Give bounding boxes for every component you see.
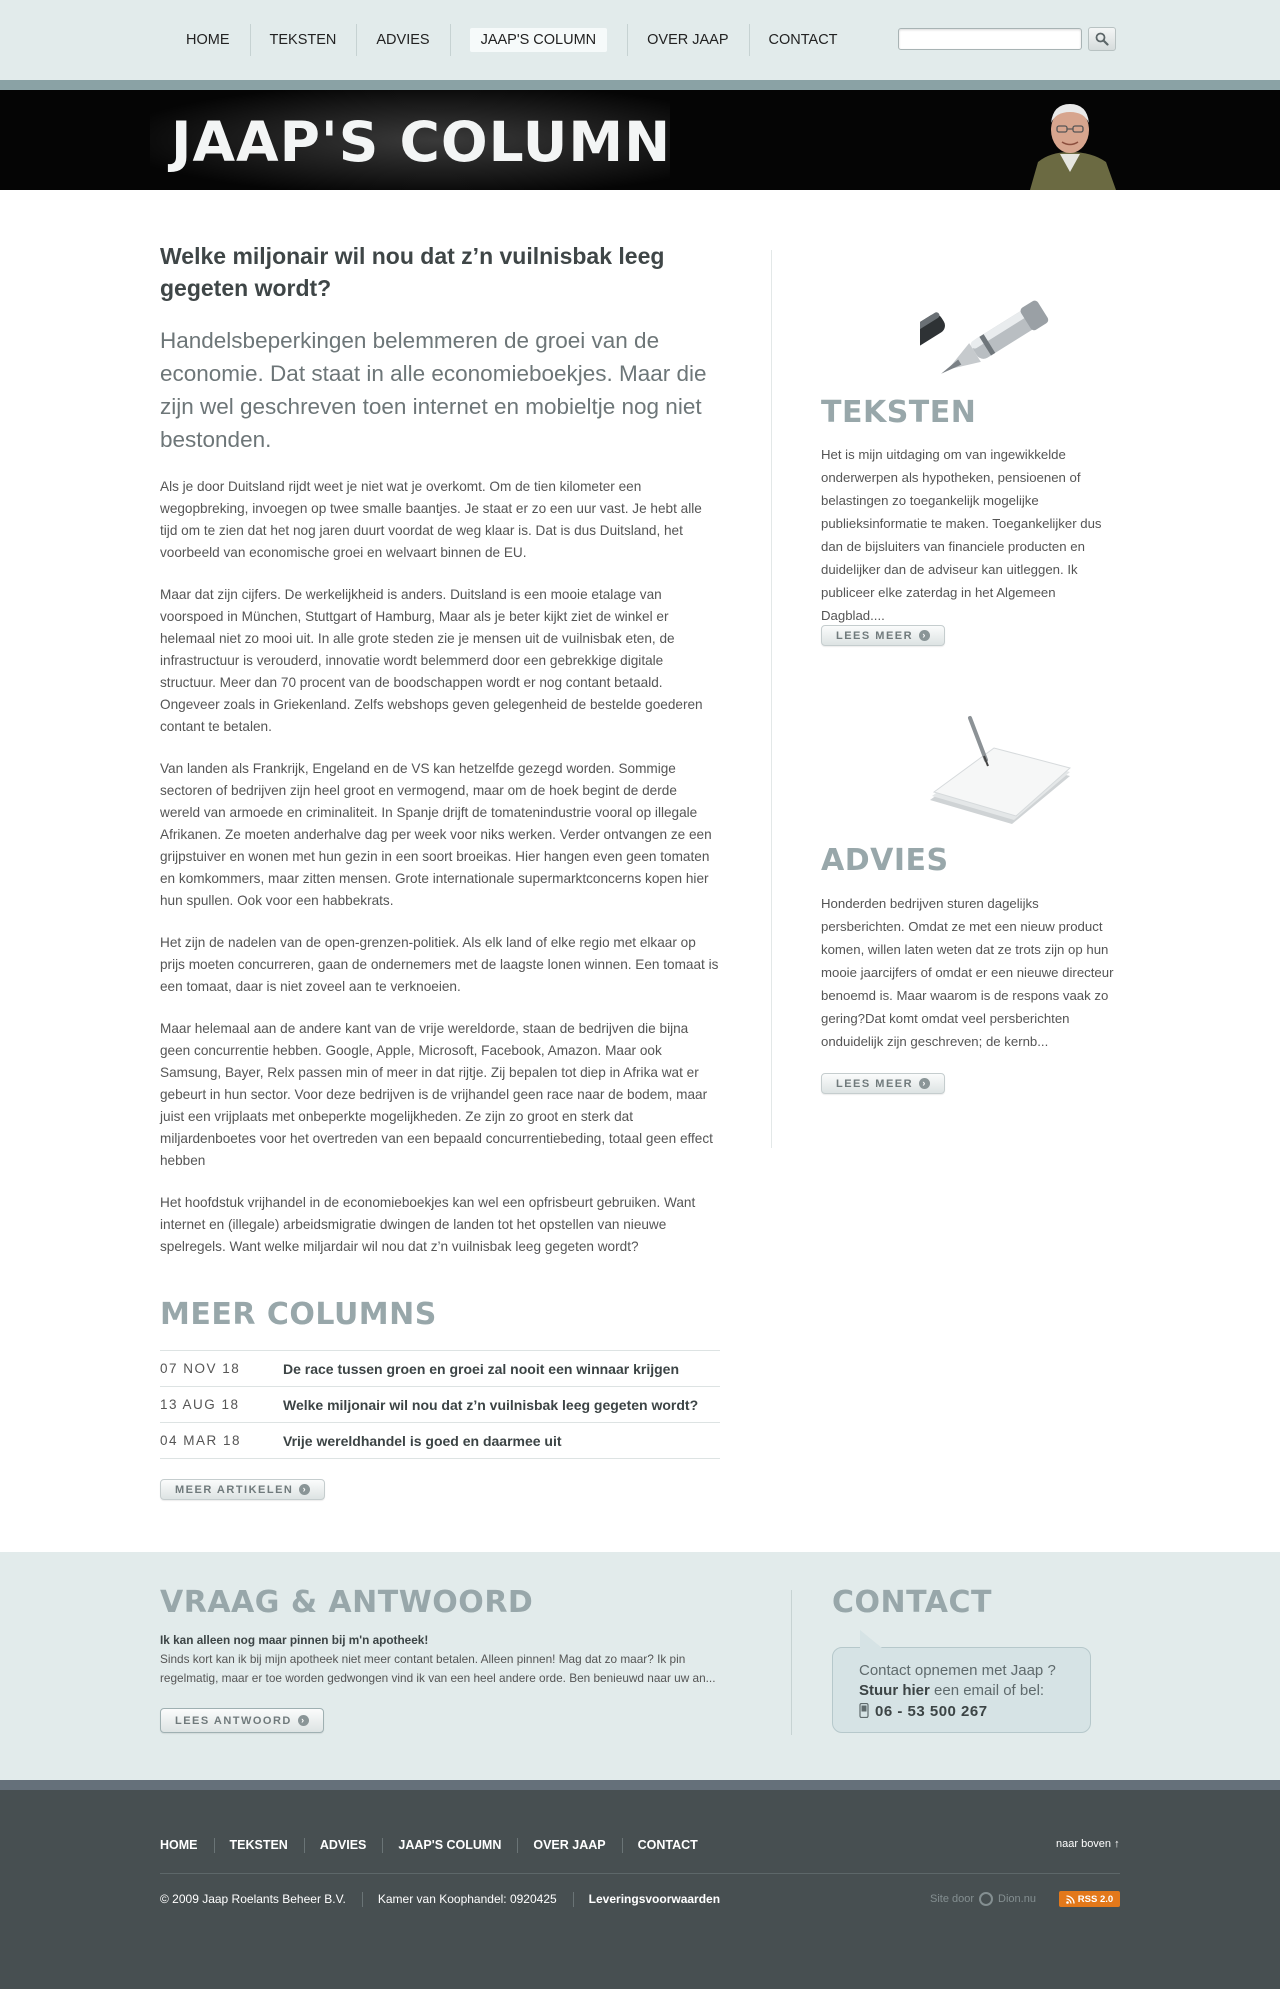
- teksten-text: Het is mijn uitdaging om van ingewikkelde onderwerpen als hypotheken, pensioenen of belastingen zo toegankelijk mogelijke publieksinformatie te maken. Toegankelijker dus dan de bijsluiters van financiele producten en duidelijker dan de adviseur kan uitleggen. Ik publiceer elke zaterdag in het Algemeen Dagblad....: [821, 447, 1102, 623]
- footer-divider: [160, 1873, 1120, 1874]
- bubble-tail: [860, 1630, 882, 1648]
- article-paragraph: Van landen als Frankrijk, Engeland en de VS kan hetzelfde gezegd worden. Sommige sectoren of bedrijven zijn heel groot en vermogend, maar om de hoek begint de derde wereld van armoede en criminaliteit. In Spanje drijft de tomatenindustrie vooral op illegale Afrikanen. Ze moeten anderhalve dag per week voor niks werken. Verder ontvangen ze een grijpstuiver en wonen met hun gezin in een soort broeikas. Hier hangen even geen tomaten en komkommers, maar zitten mensen. Grote internationale supermarktconcerns kopen hier hun spullen. Ook voor een habbekrats.: [160, 761, 712, 908]
- contact-prompt: Contact opnemen met Jaap ?: [859, 1662, 1056, 1679]
- sidebar-divider: [771, 250, 772, 1148]
- arrow-right-icon: ›: [299, 1484, 310, 1495]
- terms-link[interactable]: Leveringsvoorwaarden: [573, 1892, 736, 1906]
- more-articles-button[interactable]: [160, 1479, 325, 1500]
- nav-item-teksten[interactable]: TEKSTEN: [250, 27, 357, 53]
- copyright: © 2009 Jaap Roelants Beheer B.V.: [160, 1892, 346, 1906]
- article-paragraph: Het zijn de nadelen van de open-grenzen-politiek. Als elk land of elke regio met elkaar op prijs moeten concurreren, gaan de ondernemers met de laagste lonen winnen. Een tomaat is een tomaat, daar is niet zoveel aan te verknoeien.: [160, 935, 719, 994]
- search-input[interactable]: [898, 28, 1082, 50]
- column-link[interactable]: De race tussen groen en groei zal nooit een winnaar krijgen: [283, 1360, 679, 1377]
- qa-title: VRAAG & ANTWOORD: [160, 1585, 534, 1620]
- nav-divider: [0, 80, 1280, 90]
- fountain-pen-icon: [920, 268, 1100, 403]
- site-credit-name: Dion.nu: [998, 1893, 1036, 1905]
- more-columns-title: MEER COLUMNS: [160, 1297, 437, 1332]
- column-date: 13 AUG 18: [160, 1397, 240, 1412]
- contact-phone: [859, 1703, 988, 1720]
- read-answer-button[interactable]: [160, 1708, 324, 1733]
- contact-title: CONTACT: [832, 1585, 992, 1620]
- footer-link-jaaps-column[interactable]: JAAP'S COLUMN: [382, 1838, 517, 1852]
- footer-top-border: [0, 1780, 1280, 1790]
- nav-item-over-jaap[interactable]: OVER JAAP: [627, 27, 748, 53]
- arrow-right-icon: ›: [919, 1078, 930, 1089]
- arrow-right-icon: ›: [298, 1715, 309, 1726]
- footer-link-home[interactable]: HOME: [160, 1838, 198, 1852]
- list-item: [160, 1351, 720, 1387]
- teksten-read-more-button[interactable]: [821, 625, 945, 646]
- rss-icon: [1066, 1895, 1075, 1904]
- arrow-right-icon: ›: [919, 630, 930, 641]
- teksten-title: TEKSTEN: [821, 395, 977, 430]
- column-date: 04 MAR 18: [160, 1433, 242, 1448]
- page-title: JAAP'S COLUMN: [171, 110, 672, 174]
- contact-email-line: [859, 1682, 1044, 1699]
- read-answer-label: LEES ANTWOORD: [175, 1714, 292, 1727]
- more-articles-label: MEER ARTIKELEN: [175, 1483, 294, 1496]
- rss-label: RSS 2.0: [1077, 1893, 1114, 1905]
- author-portrait: [1020, 90, 1122, 190]
- search-icon: [1095, 32, 1109, 46]
- advies-title: ADVIES: [821, 843, 949, 878]
- footer: [0, 1780, 1280, 1989]
- phone-icon: [859, 1703, 869, 1718]
- nav-item-jaaps-column[interactable]: JAAP'S COLUMN: [450, 27, 628, 53]
- footer-menu: [160, 1838, 714, 1852]
- article-paragraph: Als je door Duitsland rijdt weet je niet wat je overkomt. Om de tien kilometer een wegopbreking, invoegen op twee smalle baantjes. Je staat er zo een uur vast. Je hebt alle tijd om te zien dat het nog jaren duurt voordat de weg klaar is. Dat is dus Duitsland, het voorbeeld van economische groei en welvaart binnen de EU.: [160, 479, 702, 560]
- email-link[interactable]: Stuur hier: [859, 1682, 930, 1699]
- contact-email-text: een email of bel:: [929, 1682, 1045, 1699]
- footer-link-advies[interactable]: ADVIES: [304, 1838, 383, 1852]
- band-divider: [791, 1590, 792, 1735]
- footer-legal: [160, 1892, 736, 1906]
- advies-text: Honderden bedrijven sturen dagelijks persberichten. Omdat ze met een nieuw product komen, willen laten weten dat ze trots zijn op hun mooie jaarcijfers of omdat er een nieuwe directeur benoemd is. Maar waarom is de respons vaak zo gering?Dat komt omdat veel persberichten onduidelijk zijn geschreven; de kernb...: [821, 896, 1114, 1049]
- nav-item-contact[interactable]: CONTACT: [749, 27, 858, 53]
- nav-item-home[interactable]: HOME: [186, 32, 230, 48]
- footer-link-teksten[interactable]: TEKSTEN: [214, 1838, 304, 1852]
- advies-read-more-button[interactable]: [821, 1073, 945, 1094]
- back-to-top-link[interactable]: naar boven ↑: [1056, 1838, 1120, 1850]
- dion-logo-icon: [979, 1892, 993, 1906]
- qa-question[interactable]: Ik kan alleen nog maar pinnen bij m'n apotheek!: [160, 1633, 429, 1647]
- paper-stack-icon: [920, 712, 1080, 837]
- site-credit-label: Site door: [930, 1893, 975, 1905]
- nav-item-advies[interactable]: ADVIES: [356, 27, 449, 53]
- read-more-label: LEES MEER: [836, 629, 914, 642]
- site-credit[interactable]: [930, 1892, 1036, 1906]
- read-more-label: LEES MEER: [836, 1077, 914, 1090]
- qa-answer: Sinds kort kan ik bij mijn apotheek niet meer contant betalen. Alleen pinnen! Mag dat zo maar? Ik pin regelmatig, maar er toe worden gedwongen vind ik van een heel andere orde. Ben benieuwd naar uw an...: [160, 1652, 716, 1685]
- footer-link-over-jaap[interactable]: OVER JAAP: [517, 1838, 621, 1852]
- column-link[interactable]: Welke miljonair wil nou dat z’n vuilnisbak leeg gegeten wordt?: [283, 1396, 699, 1413]
- search-button[interactable]: [1088, 27, 1116, 51]
- column-link[interactable]: Vrije wereldhandel is goed en daarmee uit: [283, 1432, 562, 1449]
- rss-button[interactable]: [1059, 1891, 1120, 1907]
- article-lead: Handelsbeperkingen belemmeren de groei van de economie. Dat staat in alle economieboekjes. Maar die zijn wel geschreven toen internet en mobieltje nog niet bestonden.: [160, 328, 707, 452]
- article-title: Welke miljonair wil nou dat z’n vuilnisbak leeg gegeten wordt?: [160, 243, 665, 301]
- footer-link-contact[interactable]: CONTACT: [622, 1838, 714, 1852]
- phone-number: 06 - 53 500 267: [875, 1703, 988, 1720]
- article-paragraph: Het hoofdstuk vrijhandel in de economieboekjes kan wel een opfrisbeurt gebruiken. Want internet en (illegale) arbeidsmigratie dwingen de landen tot het opstellen van nieuwe spelregels. Want welke miljardair wil nou dat z’n vuilnisbak leeg gegeten wordt?: [160, 1195, 696, 1254]
- column-date: 07 NOV 18: [160, 1361, 241, 1376]
- article-paragraph: Maar helemaal aan de andere kant van de vrije wereldorde, staan de bedrijven die bijna geen concurrentie hebben. Google, Apple, Microsoft, Facebook, Amazon. Maar ook Samsung, Bayer, Relx passen min of meer in dat rijtje. Zij bepalen tot diep in Afrika wat er gebeurt in hun sector. Voor deze bedrijven is de vrijhandel geen race naar de bodem, maar juist een vrijplaats met onbeperkte mogelijkheden. Ze zijn zo groot en sterk dat miljardenboetes voor het overtreden van een bepaald concurrentiebeding, totaal geen effect hebben: [160, 1021, 713, 1168]
- chamber-of-commerce: Kamer van Koophandel: 0920425: [362, 1892, 573, 1906]
- main-menu: [166, 27, 858, 53]
- article-paragraph: Maar dat zijn cijfers. De werkelijkheid is anders. Duitsland is een mooie etalage van voorspoed in München, Stuttgart of Hamburg, Maar als je beter kijkt ziet de winkel er helemaal niet zo mooi uit. In alle grote steden zie je mensen uit de vuilnisbak eten, de infrastructuur is verouderd, innovatie wordt belemmerd door een gebrekkige digitale structuur. Meer dan 70 procent van de boodschappen wordt er nog contant betaald. Ongeveer zoals in Griekenland. Zelfs webshops geven gelegenheid de bestelde goederen contant te betalen.: [160, 587, 703, 734]
- list-item: [160, 1387, 720, 1423]
- article: [160, 240, 720, 1258]
- list-item: [160, 1423, 720, 1459]
- column-list: [160, 1350, 720, 1459]
